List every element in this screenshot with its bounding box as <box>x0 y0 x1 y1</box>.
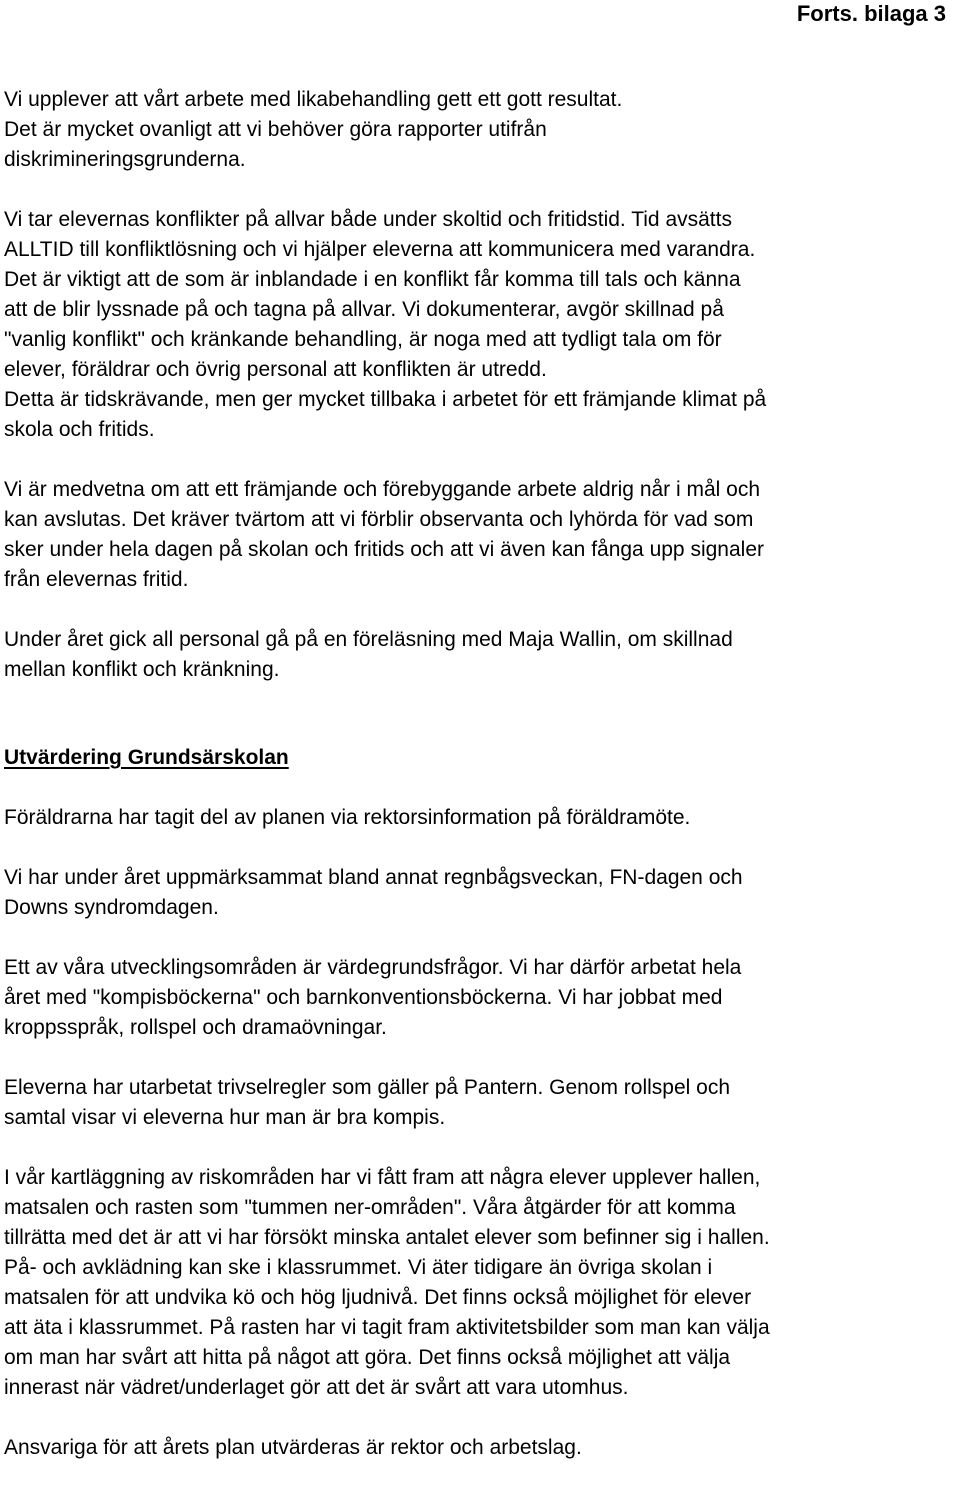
appendix-label: Forts. bilaga 3 <box>796 1 946 26</box>
text-line: Under året gick all personal gå på en föreläsning med Maja Wallin, om skillnad <box>4 628 733 651</box>
paragraph-conflict-handling <box>4 205 956 445</box>
paragraph-preventive-work <box>4 475 956 595</box>
text-line: om man har svårt att hitta på något att göra. Det finns också möjlighet att välja <box>4 1346 731 1369</box>
text-line: att de blir lyssnade på och tagna på allvar. Vi dokumenterar, avgör skillnad på <box>4 298 724 321</box>
text-line: ALLTID till konfliktlösning och vi hjälper eleverna att kommunicera med varandra. <box>4 238 756 261</box>
paragraph-responsible-parties <box>4 1433 956 1463</box>
text-line: Vi upplever att vårt arbete med likabehandling gett ett gott resultat. <box>4 88 623 111</box>
text-line: samtal visar vi eleverna hur man är bra kompis. <box>4 1106 446 1129</box>
text-line: elever, föräldrar och övrig personal att konflikten är utredd. <box>4 358 547 381</box>
text-line: Ansvariga för att årets plan utvärderas är rektor och arbetslag. <box>4 1436 582 1459</box>
paragraph-wellbeing-rules <box>4 1073 956 1133</box>
text-line: kan avslutas. Det kräver tvärtom att vi förblir observanta och lyhörda för vad som <box>4 508 754 531</box>
paragraph-risk-areas <box>4 1163 956 1403</box>
text-line: diskrimineringsgrunderna. <box>4 148 246 171</box>
paragraph-events-observed <box>4 863 956 923</box>
text-line: I vår kartläggning av riskområden har vi fått fram att några elever upplever hallen, <box>4 1166 761 1189</box>
text-line: kroppsspråk, rollspel och dramaövningar. <box>4 1016 387 1039</box>
text-line: innerast när vädret/underlaget gör att det är svårt att vara utomhus. <box>4 1376 629 1399</box>
text-line: Föräldrarna har tagit del av planen via rektorsinformation på föräldramöte. <box>4 806 691 829</box>
text-line: Det är viktigt att de som är inblandade i en konflikt får komma till tals och känna <box>4 268 741 291</box>
paragraph-parents-informed <box>4 803 956 833</box>
text-line: från elevernas fritid. <box>4 568 189 591</box>
paragraph-equal-treatment-result <box>4 85 956 175</box>
text-line: att äta i klassrummet. På rasten har vi tagit fram aktivitetsbilder som man kan välja <box>4 1316 770 1339</box>
document-body <box>4 85 956 1493</box>
text-line: året med "kompisböckerna" och barnkonventionsböckerna. Vi har jobbat med <box>4 986 723 1009</box>
text-line: Vi tar elevernas konflikter på allvar både under skoltid och fritidstid. Tid avsätts <box>4 208 732 231</box>
section-heading-evaluation: Utvärdering Grundsärskolan <box>4 746 289 769</box>
text-line: Det är mycket ovanligt att vi behöver göra rapporter utifrån <box>4 118 547 141</box>
text-line: matsalen för att undvika kö och hög ljudnivå. Det finns också möjlighet för elever <box>4 1286 752 1309</box>
text-line: Downs syndromdagen. <box>4 896 219 919</box>
paragraph-development-areas <box>4 953 956 1043</box>
text-line: Vi är medvetna om att ett främjande och förebyggande arbete aldrig når i mål och <box>4 478 761 501</box>
text-line: tillrätta med det är att vi har försökt minska antalet elever som befinner sig i hallen. <box>4 1226 770 1249</box>
text-line: Ett av våra utvecklingsområden är värdegrundsfrågor. Vi har därför arbetat hela <box>4 956 742 979</box>
text-line: Detta är tidskrävande, men ger mycket tillbaka i arbetet för ett främjande klimat på <box>4 388 767 411</box>
text-line: mellan konflikt och kränkning. <box>4 658 280 681</box>
paragraph-staff-lecture <box>4 625 956 685</box>
text-line: På- och avklädning kan ske i klassrummet. Vi äter tidigare än övriga skolan i <box>4 1256 713 1279</box>
text-line: Vi har under året uppmärksammat bland annat regnbågsveckan, FN-dagen och <box>4 866 743 889</box>
text-line: skola och fritids. <box>4 418 155 441</box>
text-line: matsalen och rasten som "tummen ner-områden". Våra åtgärder för att komma <box>4 1196 736 1219</box>
text-line: sker under hela dagen på skolan och fritids och att vi även kan fånga upp signaler <box>4 538 764 561</box>
text-line: Eleverna har utarbetat trivselregler som gäller på Pantern. Genom rollspel och <box>4 1076 731 1099</box>
text-line: "vanlig konflikt" och kränkande behandling, är noga med att tydligt tala om för <box>4 328 722 351</box>
